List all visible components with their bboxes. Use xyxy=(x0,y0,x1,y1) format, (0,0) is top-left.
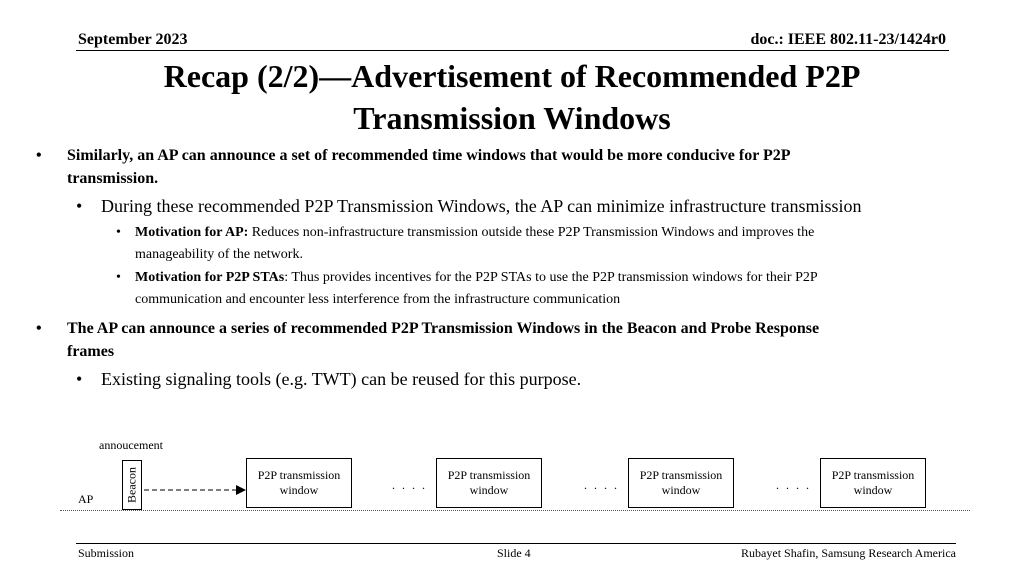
ap-label: AP xyxy=(78,492,94,506)
motivation-ap xyxy=(135,222,985,266)
bullet-2-line2: frames xyxy=(67,343,115,360)
slide-title xyxy=(60,55,964,139)
p2p-window-3 xyxy=(628,458,734,508)
bullet-marker: • xyxy=(76,369,83,389)
p2p-window-2 xyxy=(436,458,542,508)
motivation-sta-text: : Thus provides incentives for the P2P STAs to use the P2P transmission windows for their P2P xyxy=(284,270,818,285)
motivation-ap-line2: manageability of the network. xyxy=(135,247,303,262)
motivation-sta-lead: Motivation for P2P STAs xyxy=(135,270,285,285)
beacon-frame xyxy=(122,460,142,510)
ellipsis-1: . . . . xyxy=(392,478,427,492)
p2p-window-2-label: P2P transmission window xyxy=(447,468,531,497)
timeline-axis xyxy=(60,510,970,511)
p2p-window-4 xyxy=(820,458,926,508)
bullet-2 xyxy=(67,317,987,363)
bullet-marker: • xyxy=(116,270,121,285)
footer-submission: Submission xyxy=(78,546,135,560)
p2p-window-1 xyxy=(246,458,352,508)
bullet-1-line2: transmission. xyxy=(67,170,159,187)
ellipsis-3: . . . . xyxy=(776,478,811,492)
p2p-window-1-label: P2P transmission window xyxy=(257,468,341,497)
footer-author: Rubayet Shafin, Samsung Research America xyxy=(741,546,956,560)
motivation-sta xyxy=(135,267,985,311)
ellipsis-2: . . . . xyxy=(584,478,619,492)
bullet-1-sub: During these recommended P2P Transmission Windows, the AP can minimize infrastructure transmission xyxy=(101,196,862,216)
annoucement-label: annoucement xyxy=(99,438,163,452)
beacon-label: Beacon xyxy=(124,467,139,503)
bullet-marker: • xyxy=(116,225,121,240)
slide-title-line2: Transmission Windows xyxy=(353,100,671,136)
motivation-ap-text: Reduces non-infrastructure transmission outside these P2P Transmission Windows and improves the xyxy=(248,225,815,240)
announcement-arrow xyxy=(142,482,248,498)
bullet-1 xyxy=(67,144,967,190)
motivation-sta-line2: communication and encounter less interference from the infrastructure communication xyxy=(135,292,621,307)
bullet-1-line1: Similarly, an AP can announce a set of recommended time windows that would be more conducive for P2P xyxy=(67,147,791,164)
header-date: September 2023 xyxy=(78,31,188,48)
footer-slide-number: Slide 4 xyxy=(497,546,531,560)
bullet-marker: • xyxy=(36,147,42,164)
bullet-marker: • xyxy=(36,320,42,337)
p2p-window-4-label: P2P transmission window xyxy=(831,468,915,497)
footer-divider xyxy=(76,543,956,544)
p2p-window-3-label: P2P transmission window xyxy=(639,468,723,497)
slide-title-line1: Recap (2/2)—Advertisement of Recommended P2P xyxy=(163,58,861,94)
bullet-2-sub: Existing signaling tools (e.g. TWT) can be reused for this purpose. xyxy=(101,369,582,389)
motivation-ap-lead: Motivation for AP: xyxy=(135,225,249,240)
bullet-2-line1: The AP can announce a series of recommended P2P Transmission Windows in the Beacon and Probe Response xyxy=(67,320,820,337)
bullet-marker: • xyxy=(76,196,83,216)
header-divider xyxy=(76,50,949,51)
header-doc-id: doc.: IEEE 802.11-23/1424r0 xyxy=(750,31,946,48)
